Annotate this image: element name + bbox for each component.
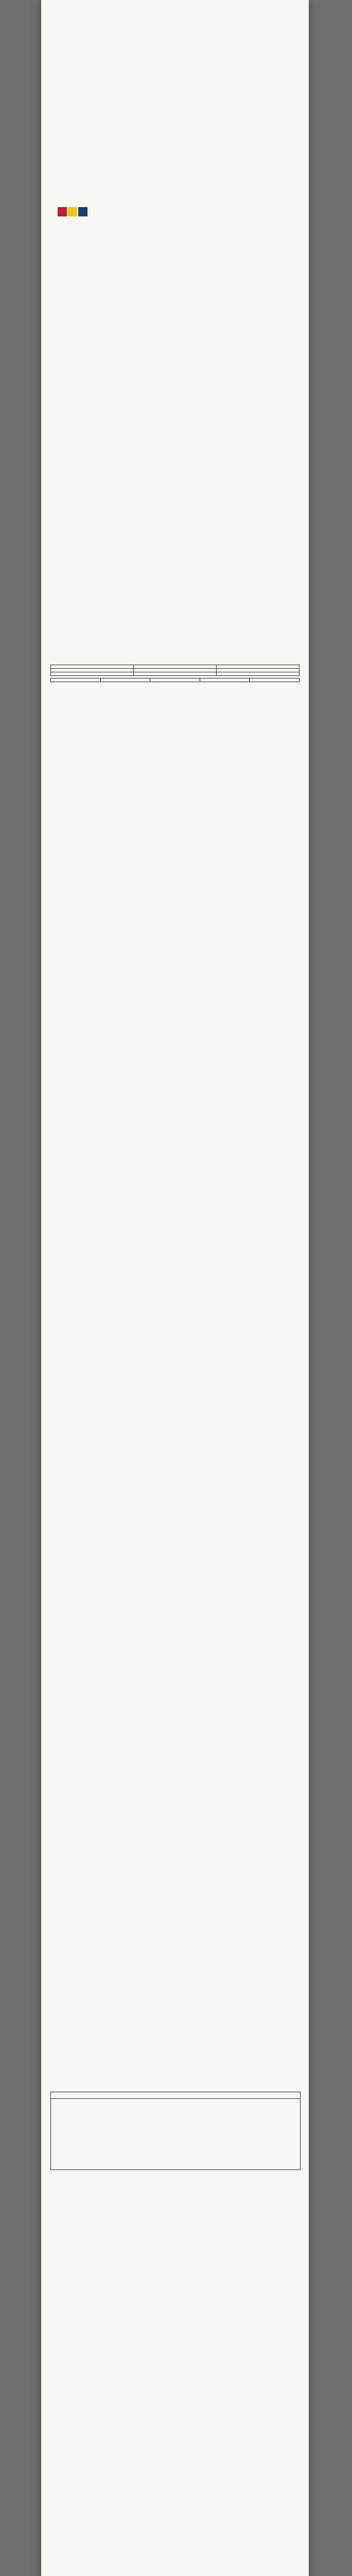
- nro-header: [134, 665, 217, 669]
- acta-header: [118, 170, 304, 173]
- table-row: [51, 669, 300, 672]
- row-number: [134, 669, 217, 672]
- resumen-section: [50, 1917, 300, 1919]
- votantes-section: [50, 665, 300, 682]
- observaciones-box: [50, 2092, 301, 2170]
- table-row: [51, 672, 300, 676]
- row-number: [134, 672, 217, 676]
- sub-cand: [51, 679, 101, 682]
- candidate-subheader: [50, 678, 300, 682]
- observaciones-label: [51, 2092, 300, 2099]
- letras-header: [217, 665, 300, 669]
- row-letters: [217, 669, 300, 672]
- row-letters: [217, 672, 300, 676]
- sub-letras: [250, 679, 300, 682]
- row-label: [51, 669, 134, 672]
- acta-paper: [41, 0, 309, 2576]
- conformity-statement: [50, 2190, 300, 2193]
- sub-nro: [200, 679, 250, 682]
- sub-codigo: [150, 679, 200, 682]
- votantes-table: [50, 665, 300, 676]
- cne-logo: [52, 192, 109, 248]
- row-label: [51, 672, 134, 676]
- sub-siglas: [100, 679, 150, 682]
- votantes-header: [51, 665, 134, 669]
